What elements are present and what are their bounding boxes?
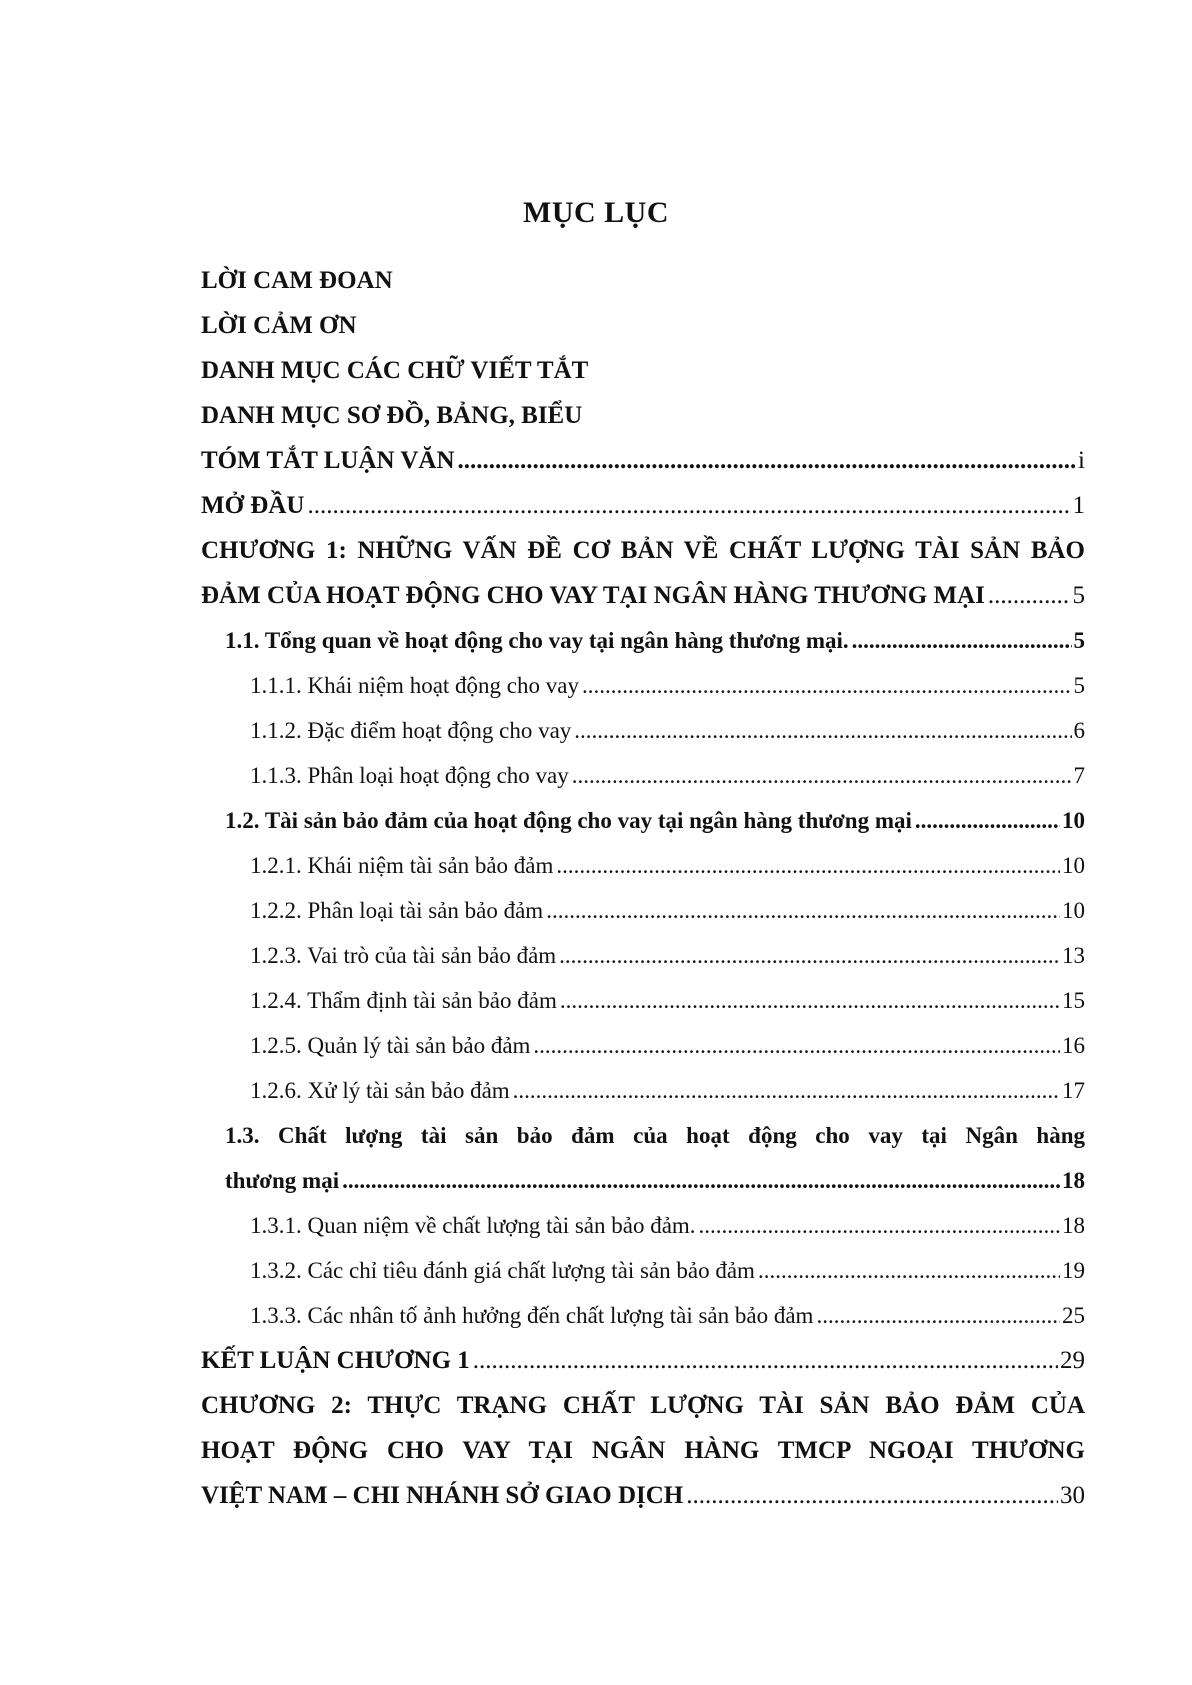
toc-page-number: 19: [1062, 1258, 1085, 1283]
toc-entry-text: 1.2.2. Phân loại tài sản bảo đảm: [250, 898, 544, 923]
dot-leader: [342, 1158, 1060, 1203]
toc-page-number: 13: [1062, 943, 1085, 968]
toc-page-number: 7: [1073, 763, 1085, 788]
toc-entry-text: 1.2.5. Quản lý tài sản bảo đảm: [250, 1033, 531, 1058]
dot-leader: [582, 663, 1072, 708]
toc-entry-text: 1.1. Tổng quan về hoạt động cho vay tại ngân hàng thương mại.: [225, 628, 849, 653]
dot-leader: [988, 573, 1071, 618]
toc-page-number: 10: [1062, 898, 1085, 923]
toc-entry[interactable]: [201, 888, 1085, 933]
toc-entry-text: 1.3.1. Quan niệm về chất lượng tài sản bảo đảm.: [250, 1213, 696, 1238]
dot-leader: [513, 1068, 1060, 1113]
toc-entry-text: 1.2.3. Vai trò của tài sản bảo đảm: [250, 943, 557, 968]
toc-entry[interactable]: [201, 258, 1085, 303]
dot-leader: [533, 1023, 1060, 1068]
toc-entry-text: 1.2.6. Xử lý tài sản bảo đảm: [250, 1078, 510, 1103]
toc-entry-text: 1.2.4. Thẩm định tài sản bảo đảm: [250, 988, 557, 1013]
toc-entry[interactable]: [201, 1023, 1085, 1068]
toc-page-number: 5: [1073, 628, 1085, 653]
toc-entry-text: VIỆT NAM – CHI NHÁNH SỞ GIAO DỊCH: [201, 1482, 684, 1509]
toc-page-number: 1: [1072, 492, 1085, 519]
toc-entry[interactable]: [201, 1203, 1085, 1248]
table-of-contents: [201, 258, 1085, 1518]
toc-entry-text: MỞ ĐẦU: [201, 492, 305, 519]
dot-leader: [915, 798, 1060, 843]
toc-entry-chapter-1[interactable]: [201, 528, 1085, 618]
toc-page-number: 5: [1072, 582, 1085, 609]
dot-leader: [758, 1248, 1060, 1293]
toc-entry-text: 1.1.1. Khái niệm hoạt động cho vay: [250, 673, 579, 698]
toc-page-number: 15: [1062, 988, 1085, 1013]
toc-entry[interactable]: [201, 978, 1085, 1023]
dot-leader: [816, 1293, 1060, 1338]
toc-entry-text: ĐẢM CỦA HOẠT ĐỘNG CHO VAY TẠI NGÂN HÀNG THƯƠNG MẠI: [201, 582, 985, 609]
toc-entry-text-line1: CHƯƠNG 1: NHỮNG VẤN ĐỀ CƠ BẢN VỀ CHẤT LƯỢNG TÀI SẢN BẢO: [201, 537, 1085, 564]
toc-entry-text: 1.2. Tài sản bảo đảm của hoạt động cho vay tại ngân hàng thương mại: [225, 808, 912, 833]
dot-leader: [458, 438, 1077, 483]
toc-entry[interactable]: [201, 618, 1085, 663]
toc-entry[interactable]: [201, 708, 1085, 753]
dot-leader: [574, 708, 1071, 753]
dot-leader: [473, 1338, 1058, 1383]
toc-entry-text: DANH MỤC SƠ ĐỒ, BẢNG, BIỂU: [201, 402, 583, 429]
toc-entry-text: thương mại: [225, 1168, 340, 1193]
toc-entry-text: 1.1.2. Đặc điểm hoạt động cho vay: [250, 718, 572, 743]
toc-page-number: 25: [1062, 1303, 1085, 1328]
toc-page-number: 29: [1060, 1347, 1085, 1374]
toc-page-number: 6: [1073, 718, 1085, 743]
toc-entry-text-line2: HOẠT ĐỘNG CHO VAY TẠI NGÂN HÀNG TMCP NGOẠI THƯƠNG: [201, 1437, 1085, 1464]
toc-entry[interactable]: [201, 1248, 1085, 1293]
toc-entry-text: KẾT LUẬN CHƯƠNG 1: [201, 1347, 470, 1374]
toc-entry[interactable]: [201, 483, 1085, 528]
toc-entry[interactable]: [201, 393, 1085, 438]
toc-entry-text: 1.1.3. Phân loại hoạt động cho vay: [250, 763, 569, 788]
toc-entry[interactable]: [201, 663, 1085, 708]
toc-entry-chapter-2[interactable]: [201, 1383, 1085, 1518]
toc-page-number: i: [1078, 447, 1085, 474]
toc-entry-last-line: [225, 1158, 1085, 1203]
toc-page-number: 30: [1060, 1482, 1085, 1509]
dot-leader: [546, 888, 1060, 933]
toc-entry-last-line: [201, 573, 1085, 618]
toc-entry-text: DANH MỤC CÁC CHỮ VIẾT TẮT: [201, 357, 589, 384]
toc-entry-text: LỜI CẢM ƠN: [201, 312, 357, 339]
toc-page-number: 10: [1062, 808, 1085, 833]
toc-entry-text: LỜI CAM ĐOAN: [201, 267, 393, 294]
toc-page-number: 17: [1062, 1078, 1085, 1103]
toc-entry-text: 1.3.3. Các nhân tố ảnh hưởng đến chất lượng tài sản bảo đảm: [250, 1303, 814, 1328]
dot-leader: [560, 978, 1060, 1023]
dot-leader: [852, 618, 1072, 663]
toc-entry[interactable]: [201, 753, 1085, 798]
toc-page-number: 5: [1073, 673, 1085, 698]
toc-page-number: 18: [1062, 1213, 1085, 1238]
toc-page-number: 16: [1062, 1033, 1085, 1058]
toc-entry[interactable]: [201, 438, 1085, 483]
dot-leader: [307, 483, 1070, 528]
toc-entry[interactable]: [201, 843, 1085, 888]
toc-entry[interactable]: [201, 348, 1085, 393]
toc-entry[interactable]: [201, 1068, 1085, 1113]
toc-entry[interactable]: [201, 1293, 1085, 1338]
toc-entry-section-1-3[interactable]: [201, 1113, 1085, 1203]
toc-entry-text: TÓM TẮT LUẬN VĂN: [201, 447, 455, 474]
dot-leader: [699, 1203, 1060, 1248]
toc-entry-text-line1: 1.3. Chất lượng tài sản bảo đảm của hoạt động cho vay tại Ngân hàng: [225, 1123, 1085, 1148]
toc-page-number: 18: [1062, 1168, 1085, 1193]
page-title: MỤC LỤC: [523, 196, 669, 229]
toc-entry-last-line: [201, 1473, 1085, 1518]
toc-entry[interactable]: [201, 303, 1085, 348]
toc-entry[interactable]: [201, 798, 1085, 843]
toc-entry-text: 1.2.1. Khái niệm tài sản bảo đảm: [250, 853, 554, 878]
toc-entry-text-line1: CHƯƠNG 2: THỰC TRẠNG CHẤT LƯỢNG TÀI SẢN BẢO ĐẢM CỦA: [201, 1392, 1085, 1419]
dot-leader: [572, 753, 1072, 798]
toc-page-number: 10: [1062, 853, 1085, 878]
toc-entry-text: 1.3.2. Các chỉ tiêu đánh giá chất lượng tài sản bảo đảm: [250, 1258, 755, 1283]
dot-leader: [559, 933, 1060, 978]
dot-leader: [556, 843, 1060, 888]
toc-entry[interactable]: [201, 1338, 1085, 1383]
toc-entry[interactable]: [201, 933, 1085, 978]
dot-leader: [686, 1473, 1058, 1518]
